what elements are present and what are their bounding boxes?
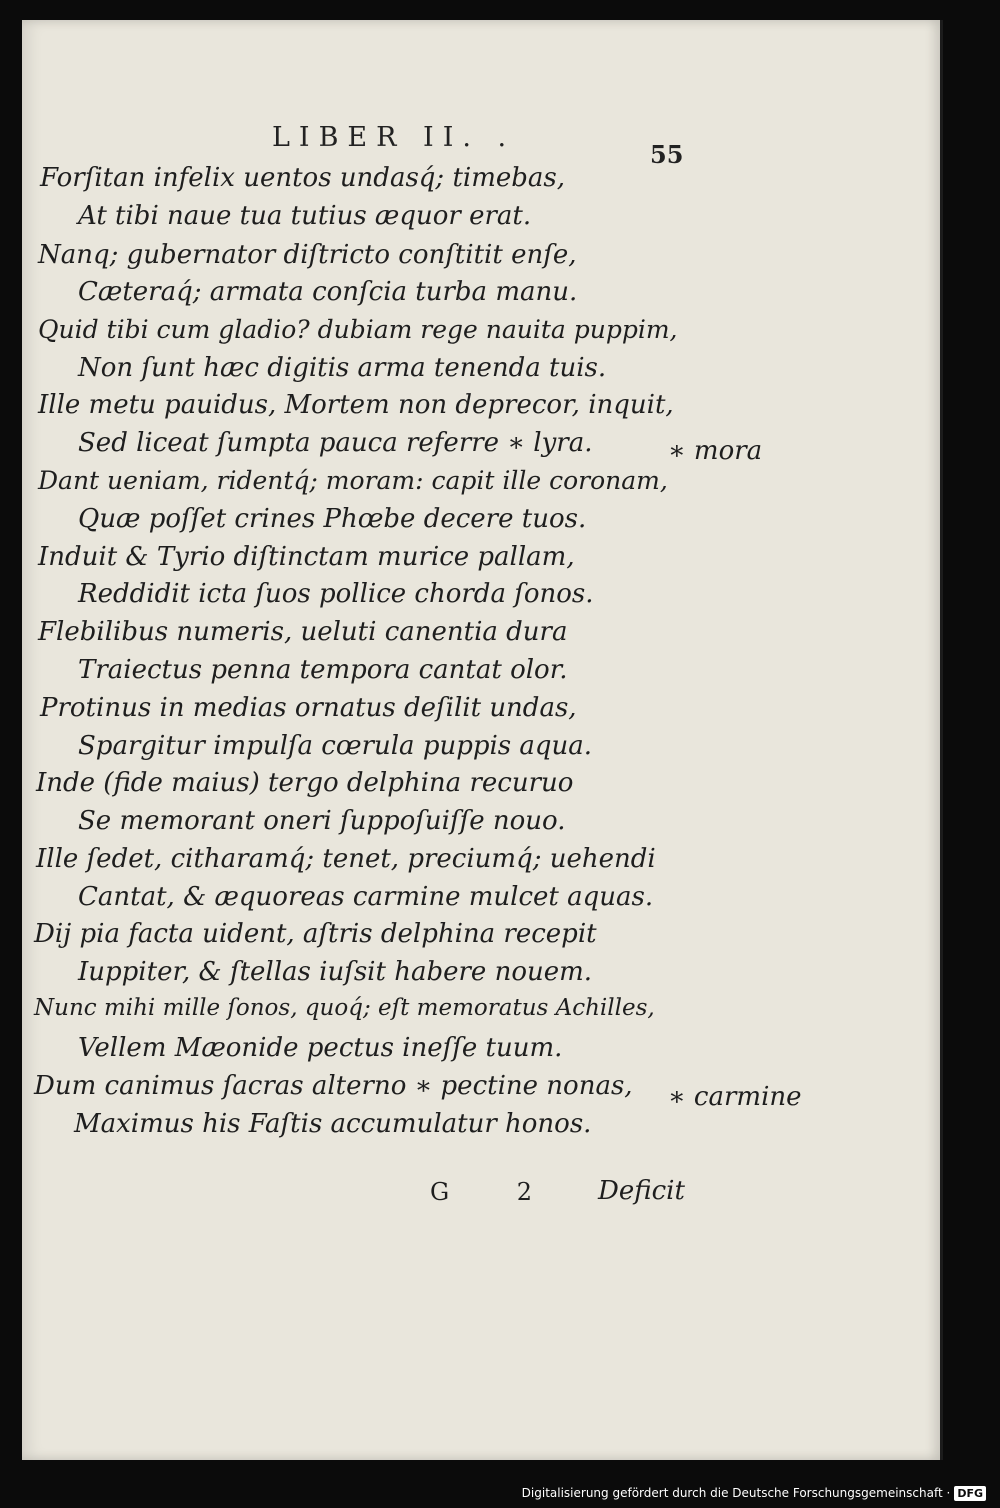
verse-line: Non ſunt hæc digitis arma tenenda tuis. bbox=[78, 353, 607, 383]
verse-line: Maximus his Faſtis accumulatur honos. bbox=[74, 1109, 592, 1139]
folio-number: 55 bbox=[650, 140, 684, 169]
signature-mark: G 2 bbox=[430, 1178, 563, 1206]
verse-line: Sed liceat ſumpta pauca referre ∗ lyra. bbox=[78, 428, 593, 458]
verse-line: Vellem Mæonide pectus ineſſe tuum. bbox=[78, 1033, 563, 1063]
verse-line: Forſitan infelix uentos undasq́; timebas, bbox=[40, 163, 566, 193]
verse-line: Dij pia facta uident, aſtris delphina recepit bbox=[34, 919, 597, 949]
verse-line: Spargitur impulſa cœrula puppis aqua. bbox=[78, 731, 593, 761]
verse-line: Flebilibus numeris, ueluti canentia dura bbox=[38, 617, 568, 647]
verse-line: Reddidit icta ſuos pollice chorda ſonos. bbox=[78, 579, 594, 609]
verse-line: Protinus in medias ornatus deſilit undas, bbox=[40, 693, 577, 723]
dfg-logo: DFG bbox=[954, 1486, 986, 1501]
verse-line: Dant ueniam, ridentq́; moram: capit ille coronam, bbox=[38, 466, 668, 495]
verse-line: Quæ poſſet crines Phœbe decere tuos. bbox=[78, 504, 587, 534]
margin-gloss: ∗ carmine bbox=[668, 1082, 802, 1112]
verse-line: Se memorant oneri ſuppoſuiſſe nouo. bbox=[78, 806, 566, 836]
verse-line: Ille ſedet, citharamq́; tenet, preciumq́; uehendi bbox=[36, 844, 656, 874]
credit-text: Digitalisierung gefördert durch die Deutsche Forschungsgemeinschaft · bbox=[521, 1486, 951, 1500]
verse-line: Ille metu pauidus, Mortem non deprecor, inquit, bbox=[38, 390, 674, 420]
book-page bbox=[22, 20, 943, 1460]
verse-line: Iuppiter, & ſtellas iuſsit habere nouem. bbox=[78, 957, 593, 987]
verse-line: Inde (fide maius) tergo delphina recuruo bbox=[36, 768, 574, 798]
verse-line: At tibi naue tua tutius æquor erat. bbox=[78, 201, 532, 231]
verse-line: Cantat, & æquoreas carmine mulcet aquas. bbox=[78, 882, 654, 912]
verse-block bbox=[22, 20, 940, 1460]
verse-line: Nanq; gubernator diſtricto conſtitit enſe, bbox=[38, 240, 577, 270]
verse-line: Quid tibi cum gladio? dubiam rege nauita puppim, bbox=[38, 315, 678, 344]
verse-line: Dum canimus ſacras alterno ∗ pectine nonas, bbox=[34, 1071, 633, 1101]
running-head: LIBER II. . bbox=[272, 122, 516, 153]
verse-line: Nunc mihi mille ſonos, quoq́; eſt memoratus Achilles, bbox=[34, 995, 655, 1021]
digitization-credit bbox=[522, 1484, 986, 1502]
catchword: Deficit bbox=[598, 1176, 685, 1206]
verse-line: Induit & Tyrio diſtinctam murice pallam, bbox=[38, 542, 575, 572]
verse-line: Cæteraq́; armata conſcia turba manu. bbox=[78, 277, 578, 307]
verse-line: Traiectus penna tempora cantat olor. bbox=[78, 655, 568, 685]
margin-gloss: ∗ mora bbox=[668, 436, 763, 466]
